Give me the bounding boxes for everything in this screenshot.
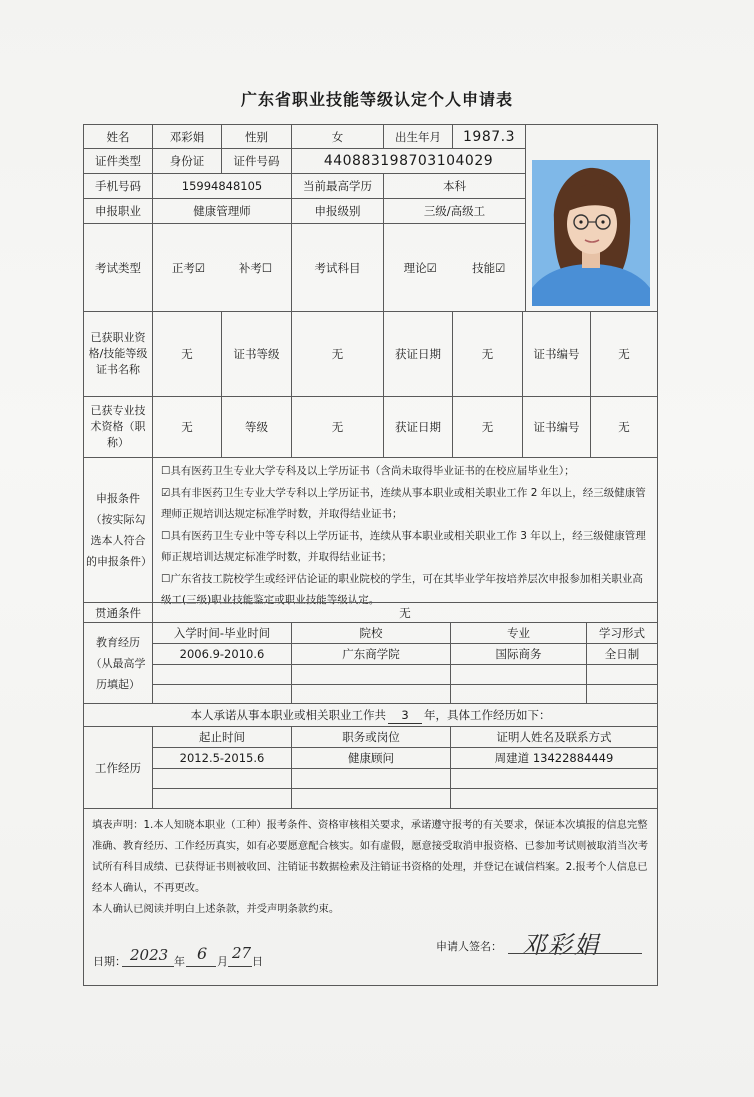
edu-row-form: 全日制 [586, 643, 658, 665]
birth-value: 1987.3 [452, 124, 526, 149]
work-empty-cell [450, 788, 658, 809]
work-empty-cell [291, 768, 451, 789]
birth-label: 出生年月 [383, 124, 453, 149]
job-label: 申报职业 [83, 198, 153, 224]
conditions-list [152, 457, 658, 606]
applicant-photo [532, 160, 650, 306]
cert-date-value: 无 [452, 311, 523, 397]
applicant-signature[interactable]: 邓彩娟 [522, 931, 600, 959]
tech-no-value: 无 [590, 396, 658, 458]
tech-name-value: 无 [152, 396, 222, 458]
gender-value: 女 [291, 124, 384, 149]
tech-grade-value: 无 [291, 396, 384, 458]
tech-date-value: 无 [452, 396, 523, 458]
edu-empty-cell [291, 684, 451, 704]
exam-subject-label: 考试科目 [291, 223, 384, 312]
name-label: 姓名 [83, 124, 153, 149]
edu-value: 本科 [383, 173, 526, 199]
work-header-post: 职务或岗位 [291, 726, 451, 748]
conditions-label: 申报条件（按实际勾选本人符合的申报条件） [83, 457, 153, 603]
tech-label: 已获专业技术资格（职称） [83, 396, 153, 458]
date-label: 日期： [93, 955, 126, 968]
year-unit: 年 [174, 955, 185, 968]
cert-name-value: 无 [152, 311, 222, 397]
promise-text-post: 年，具体工作经历如下： [424, 708, 551, 722]
date-year[interactable]: 2023 [130, 946, 169, 964]
cert-date-label: 获证日期 [383, 311, 453, 397]
day-unit: 日 [252, 955, 263, 968]
exam-subject-cell [383, 223, 526, 312]
through-value: 无 [152, 602, 658, 623]
signature-line [508, 953, 642, 954]
exam-regular-checkbox[interactable]: 正考☑ [171, 260, 206, 275]
condition-item[interactable]: ☐广东省技工院校学生或经评估论证的职业院校的学生，可在其毕业学年按培养层次申报参加相关职业高级工(三级)职业技能鉴定或职业技能等级认定。 [161, 572, 643, 606]
work-empty-cell [152, 768, 292, 789]
work-label: 工作经历 [83, 726, 153, 809]
level-label: 申报级别 [291, 198, 384, 224]
id-no-value: 440883198703104029 [291, 148, 526, 174]
edu-empty-cell [152, 664, 292, 685]
tech-date-label: 获证日期 [383, 396, 453, 458]
edu-header-time: 入学时间-毕业时间 [152, 622, 292, 644]
work-header-witness: 证明人姓名及联系方式 [450, 726, 658, 748]
theory-checkbox[interactable]: 理论☑ [403, 260, 437, 275]
declaration-text: 填表声明：1.本人知晓本职业（工种）报考条件、资格审核相关要求，承诺遵守报考的有关要求，保证本次填报的信息完整准确、教育经历、工作经历真实，如有必要愿意配合核实。如有虚假，愿意接受取消申报资格、已参加考试则被取消当次考试所有科目成绩、已获得证书则被收回、注销证书数据检索及注销证书资格的处理，并登记在诚信档案。2.报考个人信息已经本人确认，不再更改。 [92, 819, 649, 894]
work-promise [83, 703, 658, 727]
month-unit: 月 [217, 955, 228, 968]
year-line [122, 966, 174, 967]
promise-years[interactable]: 3 [388, 707, 422, 724]
skill-checkbox[interactable]: 技能☑ [472, 260, 506, 275]
phone-label: 手机号码 [83, 173, 153, 199]
day-line [228, 966, 252, 967]
work-empty-cell [291, 788, 451, 809]
id-type-value: 身份证 [152, 148, 222, 174]
month-line [186, 966, 216, 967]
cert-label: 已获职业资格/技能等级证书名称 [83, 311, 153, 397]
edu-empty-cell [291, 664, 451, 685]
tech-no-label: 证书编号 [522, 396, 591, 458]
cert-grade-value: 无 [291, 311, 384, 397]
id-type-label: 证件类型 [83, 148, 153, 174]
through-label: 贯通条件 [83, 602, 153, 623]
edu-header-form: 学习形式 [586, 622, 658, 644]
edu-empty-cell [152, 684, 292, 704]
condition-item[interactable]: ☐具有医药卫生专业中等专科以上学历证书，连续从事本职业或相关职业工作 3 年以上，经三级健康管理师正规培训达规定标准学时数，并取得结业证书； [161, 529, 646, 563]
edu-label: 当前最高学历 [291, 173, 384, 199]
education-label: 教育经历（从最高学历填起） [83, 622, 153, 704]
date-month[interactable]: 6 [197, 944, 208, 963]
name-value: 邓彩娟 [152, 124, 222, 149]
work-header-time: 起止时间 [152, 726, 292, 748]
condition-item[interactable]: ☐具有医药卫生专业大学专科及以上学历证书（含尚未取得毕业证书的在校应届毕业生）； [161, 465, 575, 477]
cert-grade-label: 证书等级 [221, 311, 292, 397]
edu-row-major: 国际商务 [450, 643, 587, 665]
edu-row-time: 2006.9-2010.6 [152, 643, 292, 665]
job-value: 健康管理师 [152, 198, 292, 224]
phone-value: 15994848105 [152, 173, 292, 199]
gender-label: 性别 [221, 124, 292, 149]
work-row-post: 健康顾问 [291, 747, 451, 769]
cert-no-label: 证书编号 [522, 311, 591, 397]
exam-type-cell [152, 223, 292, 312]
promise-text-pre: 本人承诺从事本职业或相关职业工作共 [190, 708, 386, 722]
work-row-witness: 周建道 13422884449 [450, 747, 658, 769]
edu-row-school: 广东商学院 [291, 643, 451, 665]
exam-type-label: 考试类型 [83, 223, 153, 312]
sign-label: 申请人签名： [436, 940, 502, 953]
edu-empty-cell [450, 684, 587, 704]
edu-empty-cell [586, 684, 658, 704]
exam-makeup-checkbox[interactable]: 补考☐ [238, 260, 273, 275]
work-row-time: 2012.5-2015.6 [152, 747, 292, 769]
date-day[interactable]: 27 [232, 944, 252, 962]
edu-header-school: 院校 [291, 622, 451, 644]
edu-empty-cell [450, 664, 587, 685]
id-no-label: 证件号码 [221, 148, 292, 174]
declaration-confirm: 本人确认已阅读并明白上述条款，并受声明条款约束。 [92, 903, 340, 915]
tech-grade-label: 等级 [221, 396, 292, 458]
level-value: 三级/高级工 [383, 198, 526, 224]
condition-item[interactable]: ☑具有非医药卫生专业大学专科以上学历证书，连续从事本职业或相关职业工作 2 年以上，经三级健康管理师正规培训达规定标准学时数，并取得结业证书； [161, 486, 646, 520]
work-empty-cell [152, 788, 292, 809]
edu-header-major: 专业 [450, 622, 587, 644]
form-title: 广东省职业技能等级认定个人申请表 [240, 90, 513, 109]
work-empty-cell [450, 768, 658, 789]
edu-empty-cell [586, 664, 658, 685]
cert-no-value: 无 [590, 311, 658, 397]
